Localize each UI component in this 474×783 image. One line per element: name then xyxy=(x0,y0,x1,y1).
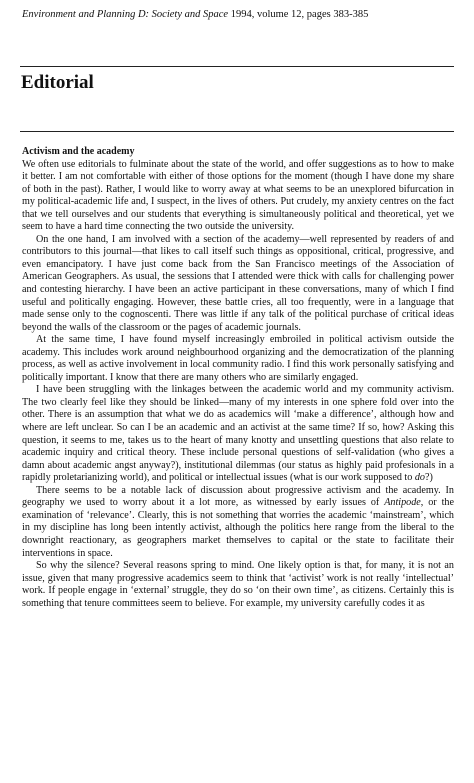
article-body xyxy=(22,146,454,610)
paragraph-4-emphasis: do xyxy=(414,472,425,484)
paragraph-4 xyxy=(22,384,454,484)
paragraph-2: On the one hand, I am involved with a section of the academy—well represented by readers of and contributors to this journal—that likes to call itself such things as oppositional, critical, progressive, and even emancipatory. I have just come back from the San Francisco meetings of the Association of American Geographers. As usual, the sessions that I attended were thick with calls for challenging power and contesting hierarchy. I have been an active participant in these conversations, many of which I find useful and politically engaging. However, these battle cries, all too frequently, were in a language that made sense only to the cognoscenti. There was little if any talk of the political purchase of critical ideas beyond the walls of the classroom or the pages of academic journals. xyxy=(22,233,454,333)
running-header xyxy=(22,8,462,22)
paragraph-4-tail: ?) xyxy=(424,472,433,484)
paragraph-3: At the same time, I have found myself increasingly embroiled in political activism outside the academy. This includes work around neighbourhood organizing and the democratization of the planning process, as well as active involvement in local community radio. I find this work personally satisfying and politically important. I know that there are many others who are similarly engaged. xyxy=(22,334,454,383)
paragraph-5 xyxy=(22,485,454,560)
paragraph-5-tail: , or the examination of ‘relevance’. Clearly, this is not something that worries the academic ‘mainstream’, which in my discipline has long been intently activist, although the politics here range from the liberal to the downright reactionary, as geographers market themselves to capital or the state to facilitate their interventions in space. xyxy=(22,497,454,559)
editorial-heading: Editorial xyxy=(21,72,94,93)
year-volume: 1994, volume 12, pages xyxy=(228,9,334,20)
section-title: Activism and the academy xyxy=(22,146,135,157)
paragraph-1: We often use editorials to fulminate about the state of the world, and offer suggestions as to how to make it better. I am not comfortable with either of those options for the moment (though I have done my share of both in the past). Rather, I would like to worry away at what seems to be an unexplored bifurcation in my political-academic life and, I suspect, in the lives of others. Put crudely, my anxiety centres on the fact that we tell ourselves and our students that everything is simultaneously political and theoretical, yet we seem to have a hard time connecting the two outside the university. xyxy=(22,158,454,233)
heading-rule xyxy=(20,131,454,132)
paragraph-4-text: I have been struggling with the linkages between the academic world and my community activism. The two clearly feel like they should be linked—many of my interests in one sphere fold over into the other. There is an assumption that what we do as academics will ‘make a difference’, although how and where are left unclear. So can I be an academic and an activist at the same time? If so, how? Asking this question, it seems to me, takes us to the heart of many knotty and unsettling questions that also relate to academic inquiry and critical theory. These include personal questions of self-validation (who gives a damn about academic angst anyway?), institutional dilemmas (our status as highly paid profesionals in a rapidly proletarianizing world), and political or intellectual issues (what is our work supposed to xyxy=(22,384,454,484)
paragraph-5-emphasis: Antipode xyxy=(384,497,421,509)
journal-name: Environment and Planning D: Society and Space xyxy=(22,9,229,20)
paragraph-6: So why the silence? Several reasons spring to mind. One likely option is that, for many, it is not an issue, given that many progressive academics seem to think that ‘activist’ work is not really ‘intellectual’ work. If people engage in ‘external’ struggle, they do so ‘on their own time’, as citizens. Certainly this is something that tenure committees seem to believe. For example, my university carefully codes it as xyxy=(22,560,454,609)
paragraph-5-text: There seems to be a notable lack of discussion about progressive activism and the academy. In geography we used to worry about it a lot more, as witnessed by early issues of xyxy=(22,484,454,509)
page-range: 383-385 xyxy=(333,9,369,20)
top-rule xyxy=(20,66,454,67)
